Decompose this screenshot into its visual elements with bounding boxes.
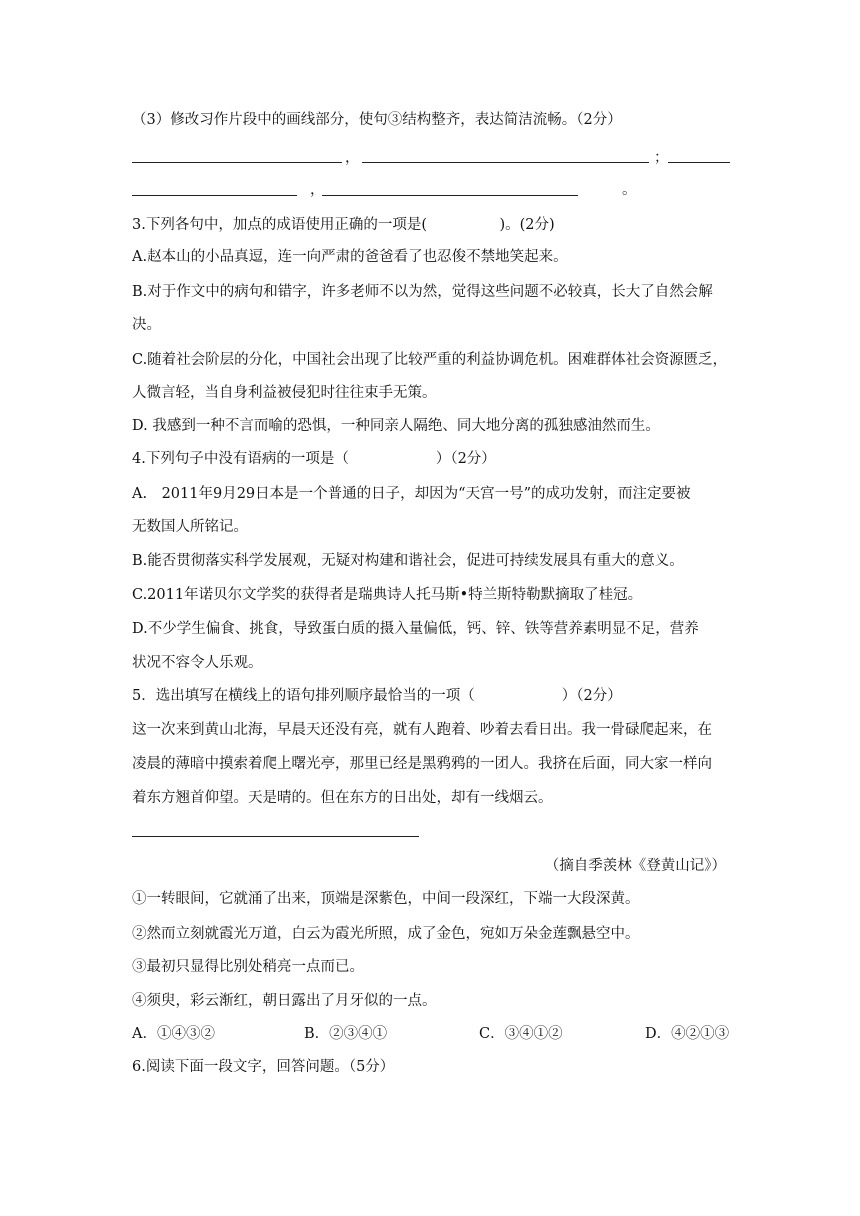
q4-option-a-line2: 无数国人所铭记。 <box>132 519 248 535</box>
q5-option-c: C．③④①② <box>479 1026 563 1042</box>
q3-option-b-line2: 决。 <box>132 317 161 333</box>
q5-option-a: A．①④③② <box>132 1026 215 1042</box>
q4-option-c: C.2011年诺贝尔文学奖的获得者是瑞典诗人托马斯•特兰斯特勒默摘取了桂冠。 <box>132 587 643 603</box>
q3-option-b-line1: B.对于作文中的病句和错字，许多老师不以为然，觉得这些问题不必较真，长大了自然会解 <box>132 284 713 300</box>
q3-option-a: A.赵本山的小品真逗，连一向严肃的爸爸看了也忍俊不禁地笑起来。 <box>132 249 568 265</box>
blank-period: 。 <box>622 182 637 198</box>
q6-stem: 6.阅读下面一段文字，回答问题。（5分） <box>132 1059 395 1075</box>
answer-blank-1[interactable] <box>132 162 342 163</box>
q5-sentence-2: ②然而立刻就霞光万道，白云为霞光所照，成了金色，宛如万朵金莲飘悬空中。 <box>132 926 640 942</box>
blank-comma-1: ， <box>345 150 360 166</box>
q3-option-d: D. 我感到一种不言而喻的恐惧，一种同亲人隔绝、同大地分离的孤独感油然而生。 <box>132 418 660 434</box>
q4-option-b: B.能否贯彻落实科学发展观，无疑对构建和谐社会，促进可持续发展具有重大的意义。 <box>132 553 684 569</box>
q5-passage-line2: 凌晨的薄暗中摸索着爬上曙光亭，那里已经是黑鸦鸦的一团人。我挤在后面，同大家一样向 <box>132 756 712 772</box>
q5-passage-line3: 着东方翘首仰望。天是晴的。但在东方的日出处，却有一线烟云。 <box>132 790 553 806</box>
q4-option-d-line1: D.不少学生偏食、挑食，导致蛋白质的摄入量偏低，钙、锌、铁等营养素明显不足，营养 <box>132 621 699 637</box>
q5-stem: 5．选出填写在横线上的语句排列顺序最恰当的一项（ ）（2分） <box>132 688 622 704</box>
q5-option-b: B．②③④① <box>304 1026 388 1042</box>
q3-option-c-line1: C.随着社会阶层的分化，中国社会出现了比较严重的利益协调危机。困难群体社会资源匮乏， <box>132 352 728 368</box>
q2-3-stem: （3）修改习作片段中的画线部分，使句③结构整齐，表达简洁流畅。（2分） <box>132 112 622 128</box>
q5-answer-blank[interactable] <box>132 836 419 837</box>
answer-blank-5[interactable] <box>322 195 578 196</box>
answer-blank-2[interactable] <box>362 162 649 163</box>
answer-blank-3[interactable] <box>668 162 730 163</box>
q5-sentence-1: ①一转眼间，它就涌了出来，顶端是深紫色，中间一段深红，下端一大段深黄。 <box>132 891 640 907</box>
q5-option-d: D．④②①③ <box>645 1026 730 1042</box>
q5-sentence-3: ③最初只显得比别处稍亮一点而已。 <box>132 959 364 975</box>
q4-stem: 4.下列句子中没有语病的一项是（ ）（2分） <box>132 451 496 467</box>
blank-semicolon: ； <box>654 150 669 166</box>
q5-sentence-4: ④须臾，彩云渐红，朝日露出了月牙似的一点。 <box>132 993 437 1009</box>
q5-passage-line1: 这一次来到黄山北海，早晨天还没有亮，就有人跑着、吵着去看日出。我一骨碌爬起来，在 <box>132 722 712 738</box>
q5-source-citation: （摘自季羡林《登黄山记》） <box>544 858 726 874</box>
q4-option-a-line1: A. 2011年9月29日本是一个普通的日子，却因为“天宫一号”的成功发射，而注定要被 <box>132 486 691 502</box>
q3-stem: 3.下列各句中，加点的成语使用正确的一项是( )。(2分) <box>132 217 555 233</box>
q3-option-c-line2: 人微言轻，当自身利益被侵犯时往往束手无策。 <box>132 385 437 401</box>
q4-option-d-line2: 状况不容令人乐观。 <box>132 655 263 671</box>
blank-comma-2: ， <box>310 182 325 198</box>
answer-blank-4[interactable] <box>132 195 297 196</box>
